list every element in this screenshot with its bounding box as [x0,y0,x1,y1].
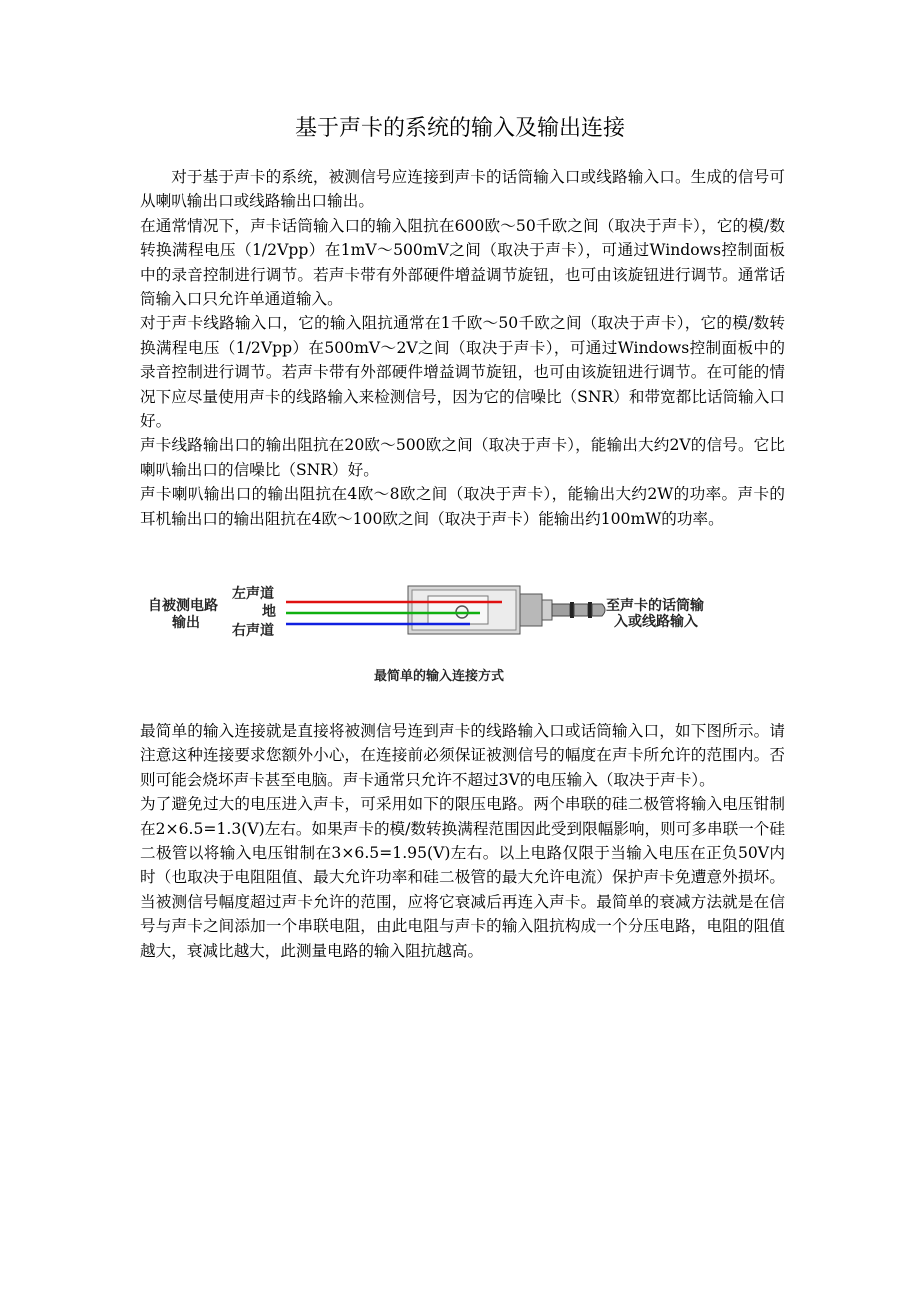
dest-label-line2: 入或线路输入 [614,614,698,630]
bottom-text-block [140,719,785,963]
paragraph: 为了避免过大的电压进入声卡，可采用如下的限压电路。两个串联的硅二极管将输入电压钳制在2×6.5=1.3(V)左右。如果声卡的模/数转换满程范围因此受到限幅影响，则可多串联一个硅二极管以将输入电压钳制在3×6.5=1.95(V)左右。以上电路仅限于当输入电压在正负50V内时（也取决于电阻阻值、最大允许功率和硅二极管的最大允许电流）保护声卡免遭意外损坏。当被测信号幅度超过声卡允许的范围，应将它衰减后再连入声卡。最简单的衰减方法就是在信号与声卡之间添加一个串联电阻，由此电阻与声卡的输入阻抗构成一个分压电路，电阻的阻值越大，衰减比越大，此测量电路的输入阻抗越高。 [140,795,785,960]
connection-diagram [140,578,785,690]
figure-caption: 最简单的输入连接方式 [374,669,505,684]
wire-label-ground: 地 [262,604,276,620]
page-title: 基于声卡的系统的输入及输出连接 [294,116,625,141]
paragraph: 在通常情况下，声卡话筒输入口的输入阻抗在600欧～50千欧之间（取决于声卡），它的模/数转换满程电压（1/2Vpp）在1mV～500mV之间（取决于声卡），可通过Windows控制面板中的录音控制进行调节。若声卡带有外部硬件增益调节旋钮，也可由该旋钮进行调节。通常话筒输入口只允许单通道输入。 [140,216,785,309]
wire-label-right: 右声道 [232,623,274,639]
source-label-line2: 输出 [172,615,200,631]
dest-label-line1: 至声卡的话筒输 [606,598,704,614]
wire-label-left: 左声道 [232,586,274,602]
plug-connector [408,586,605,634]
connection-figure [140,578,785,690]
paragraph: 对于声卡线路输入口，它的输入阻抗通常在1千欧～50千欧之间（取决于声卡），它的模/数转换满程电压（1/2Vpp）在500mV～2V之间（取决于声卡），可通过Windows控制面板中的录音控制进行调节。若声卡带有外部硬件增益调节旋钮，也可由该旋钮进行调节。在可能的情况下应尽量使用声卡的线路输入来检测信号，因为它的信噪比（SNR）和带宽都比话筒输入口好。 [140,314,785,431]
paragraph: 最简单的输入连接就是直接将被测信号连到声卡的线路输入口或话筒输入口，如下图所示。请注意这种连接要求您额外小心，在连接前必须保证被测信号的幅度在声卡所允许的范围内。否则可能会烧坏声卡甚至电脑。声卡通常只允许不超过3V的电压输入（取决于声卡）。 [140,722,785,789]
top-text-block [140,165,785,531]
paragraph: 声卡线路输出口的输出阻抗在20欧～500欧之间（取决于声卡），能输出大约2V的信号。它比喇叭输出口的信噪比（SNR）好。 [140,436,785,479]
source-label-line1: 自被测电路 [148,598,218,614]
paragraph: 声卡喇叭输出口的输出阻抗在4欧～8欧之间（取决于声卡），能输出大约2W的功率。声卡的耳机输出口的输出阻抗在4欧～100欧之间（取决于声卡）能输出约100mW的功率。 [140,485,785,528]
paragraph: 对于基于声卡的系统，被测信号应连接到声卡的话筒输入口或线路输入口。生成的信号可从喇叭输出口或线路输出口输出。 [140,168,785,211]
